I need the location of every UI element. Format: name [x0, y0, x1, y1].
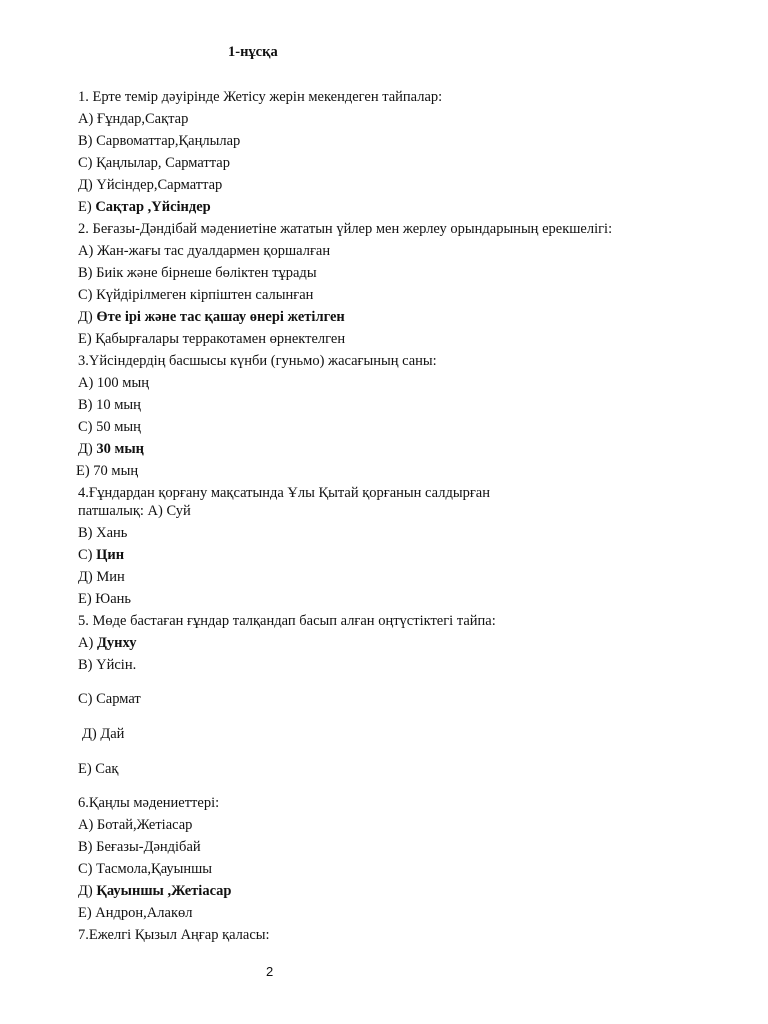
- q5-option-a-prefix: А): [78, 635, 97, 651]
- q1-answer: Сақтар ,Үйсіндер: [95, 199, 211, 215]
- q3-option-b: В) 10 мың: [78, 397, 141, 413]
- q1-option-d: Д) Үйсіндер,Сарматтар: [78, 177, 223, 193]
- page-number: 2: [266, 964, 274, 979]
- q2-option-d: [78, 308, 345, 326]
- q6-option-b: В) Беғазы-Дәндібай: [78, 839, 201, 855]
- q6-answer: Қауыншы ,Жетіасар: [96, 883, 232, 899]
- q6-option-d-prefix: Д): [78, 883, 97, 899]
- q2-answer: Өте ірі және тас қашау өнері жетілген: [96, 309, 345, 325]
- q3-option-d-prefix: Д): [78, 441, 97, 457]
- q4-answer: Цин: [96, 547, 125, 563]
- question-4-line-2: патшалық: А) Суй: [78, 503, 191, 519]
- question-4-line-1: 4.Ғұндардан қорғану мақсатында Ұлы Қытай қорғанын салдырған: [78, 485, 490, 501]
- q3-answer: 30 мың: [96, 441, 145, 457]
- q5-option-c: С) Сармат: [78, 691, 141, 707]
- question-7: 7.Ежелгі Қызыл Аңғар қаласы:: [78, 927, 270, 943]
- question-5: 5. Мөде бастаған ғұндар талқандап басып алған оңтүстіктегі тайпа:: [78, 613, 496, 629]
- question-1: 1. Ерте темір дәуірінде Жетісу жерін мекендеген тайпалар:: [78, 89, 443, 105]
- q6-option-a: А) Ботай,Жетіасар: [78, 817, 193, 833]
- page-title: 1-нұсқа: [228, 44, 278, 60]
- q3-option-d: [78, 440, 144, 458]
- q4-option-b: В) Хань: [78, 525, 128, 541]
- q2-option-b: В) Биік және бірнеше бөліктен тұрады: [78, 265, 317, 281]
- q5-option-e: Е) Сақ: [78, 761, 119, 777]
- q1-option-c: С) Қаңлылар, Сарматтар: [78, 155, 230, 171]
- q6-option-d: [78, 882, 232, 900]
- q4-option-e: Е) Юань: [78, 591, 132, 607]
- q2-option-e: Е) Қабырғалары терракотамен өрнектелген: [78, 331, 346, 347]
- q3-option-e: Е) 70 мың: [76, 463, 139, 479]
- q5-answer: Дунху: [96, 635, 137, 651]
- q1-option-e: [78, 198, 211, 216]
- q3-option-c: С) 50 мың: [78, 419, 141, 435]
- q6-option-e: Е) Андрон,Алакөл: [78, 905, 193, 921]
- question-6: 6.Қаңлы мәдениеттері:: [78, 795, 220, 811]
- q4-option-c-prefix: С): [78, 547, 97, 563]
- q6-option-c: С) Тасмола,Қауыншы: [78, 861, 213, 877]
- question-3: 3.Үйсіндердің басшысы күнби (гуньмо) жасағының саны:: [78, 353, 437, 369]
- q1-option-a: А) Ғұндар,Сақтар: [78, 111, 189, 127]
- q5-option-d: Д) Дай: [82, 726, 125, 742]
- q4-option-d: Д) Мин: [78, 569, 125, 585]
- q5-option-b: В) Үйсін.: [78, 657, 137, 673]
- q2-option-a: А) Жан-жағы тас дуалдармен қоршалған: [78, 243, 331, 259]
- q3-option-a: А) 100 мың: [78, 375, 149, 391]
- q5-option-a: [78, 634, 136, 652]
- q1-option-e-prefix: Е): [78, 199, 96, 215]
- q4-option-c: [78, 546, 124, 564]
- q1-option-b: В) Сарвоматтар,Қаңлылар: [78, 133, 241, 149]
- q2-option-c: С) Күйдірілмеген кірпіштен салынған: [78, 287, 314, 303]
- question-2: 2. Беғазы-Дәндібай мәдениетіне жататын үйлер мен жерлеу орындарының ерекшелігі:: [78, 221, 613, 237]
- q2-option-d-prefix: Д): [78, 309, 97, 325]
